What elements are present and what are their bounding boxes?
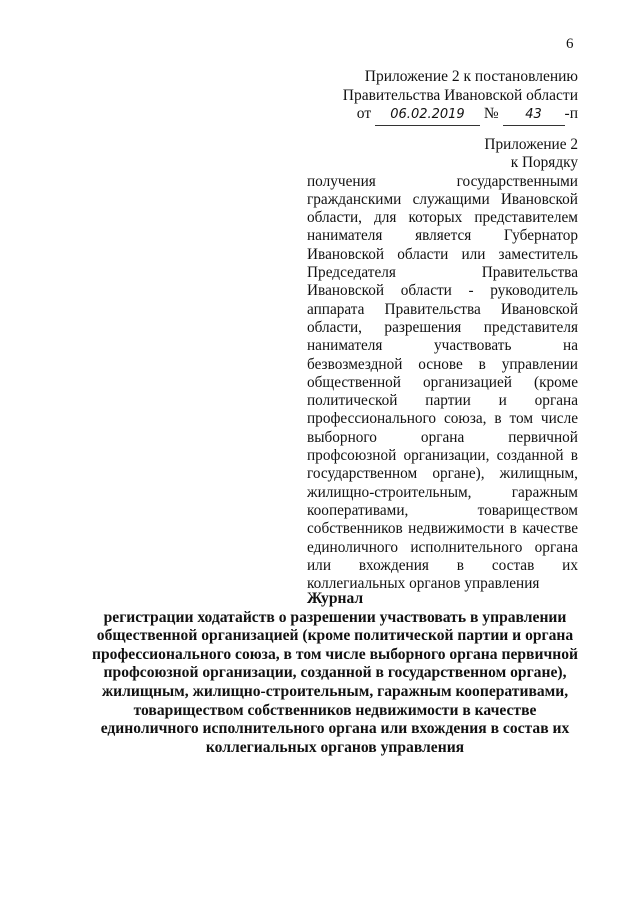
appendix-line: Ивановской области или заместитель (307, 245, 578, 263)
appendix-line: или вхождения в состав их (307, 556, 578, 574)
header-line-2: Правительства Ивановской области (342, 86, 578, 104)
appendix-line: собственников недвижимости в качестве (307, 520, 578, 538)
appendix-line: аппарата Правительства Ивановской (307, 300, 578, 318)
journal-title-line: товариществом собственников недвижимости в качестве (133, 701, 537, 719)
journal-title-line: единоличного исполнительного органа или вхождения в состав их (100, 720, 570, 738)
page-number: 6 (566, 36, 574, 52)
number-sign: № (483, 105, 499, 122)
appendix-line: Приложение 2 (484, 136, 578, 153)
appendix-block (307, 136, 578, 593)
appendix-line: коллегиальных органов управления (307, 575, 540, 593)
header-date-line (343, 105, 578, 126)
handwritten-date: 06.02.2019 (375, 106, 480, 126)
appendix-line: к Порядку (510, 154, 578, 172)
journal-title-line: профсоюзной организации, созданной в государственном органе), (103, 664, 567, 682)
journal-heading: Журнал (306, 590, 364, 607)
resolution-header (343, 68, 578, 126)
appendix-line: жилищно-строительным, гаражным (307, 483, 578, 501)
appendix-line: кооперативами, товариществом (307, 501, 578, 519)
journal-title (80, 590, 590, 757)
appendix-line: выборного органа первичной (307, 428, 578, 446)
appendix-line: Ивановской области - руководитель (307, 282, 578, 300)
journal-title-line: общественной организацией (кроме политической партии и органа (96, 627, 574, 645)
appendix-line: профсоюзной организации, созданной в (307, 447, 578, 465)
appendix-line: общественной организацией (кроме (307, 373, 578, 391)
appendix-line: единоличного исполнительного органа (307, 538, 578, 556)
header-line-1: Приложение 2 к постановлению (364, 68, 578, 85)
appendix-line: получения государственными (307, 172, 578, 190)
appendix-line: области, разрешения представителя (307, 318, 578, 336)
journal-title-line: профессионального союза, в том числе выборного органа первичной (91, 645, 579, 663)
appendix-line: области, для которых представителем (307, 209, 578, 227)
appendix-line: государственном органе), жилищным, (307, 465, 578, 483)
date-prefix: от (356, 105, 372, 122)
appendix-line: гражданскими служащими Ивановской (307, 190, 578, 208)
appendix-line: нанимателя участвовать на (307, 337, 578, 355)
appendix-line: нанимателя является Губернатор (307, 227, 578, 245)
appendix-line: политической партии и органа (307, 392, 578, 410)
journal-title-line: коллегиальных органов управления (205, 738, 465, 756)
appendix-line: профессионального союза, в том числе (307, 410, 578, 428)
number-suffix: -п (564, 105, 578, 122)
appendix-line: безвозмездной основе в управлении (307, 355, 578, 373)
appendix-line: Председателя Правительства (307, 264, 578, 282)
handwritten-number: 43 (503, 106, 565, 126)
journal-title-line: регистрации ходатайств о разрешении участвовать в управлении (103, 608, 567, 626)
journal-title-line: жилищным, жилищно-строительным, гаражным кооперативами, (101, 682, 569, 700)
